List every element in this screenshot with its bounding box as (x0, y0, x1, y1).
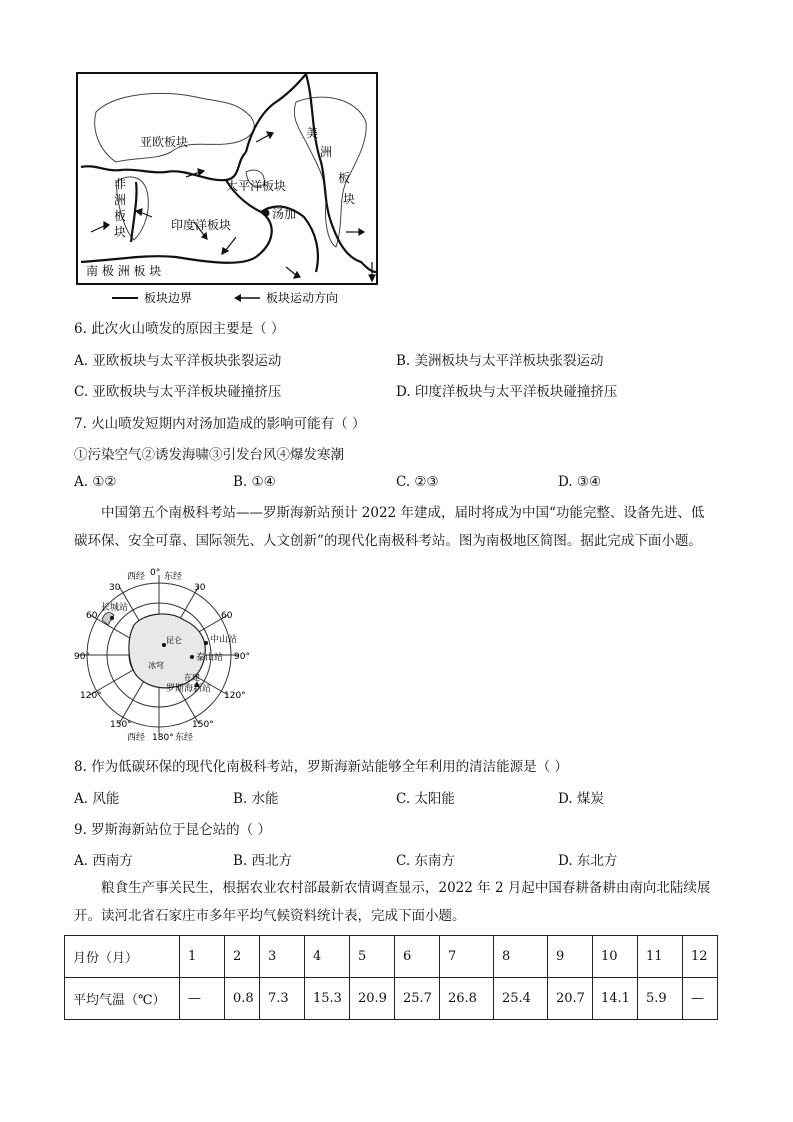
q8-option-d[interactable]: D. 煤炭 (558, 791, 604, 807)
table-cell: 6 (395, 936, 440, 978)
lon-30e: 30 (194, 583, 206, 593)
table-cell: 20.7 (548, 978, 593, 1020)
table-cell: 12 (683, 936, 718, 978)
table-cell: 2 (225, 936, 260, 978)
q7-items: ①污染空气②诱发海啸③引发台风④爆发寒潮 (74, 447, 344, 463)
q7-option-d[interactable]: D. ③④ (558, 474, 602, 490)
q9-option-b[interactable]: B. 西北方 (233, 853, 293, 869)
table-header-month: 月份（月） (65, 936, 180, 978)
q6-option-c[interactable]: C. 亚欧板块与太平洋板块碰撞挤压 (74, 384, 282, 400)
q9-option-d[interactable]: D. 东北方 (558, 853, 618, 869)
table-cell: 10 (593, 936, 638, 978)
kunlun-label: 昆仑 (166, 636, 182, 645)
table-cell: 3 (260, 936, 305, 978)
lon-60e: 60 (221, 611, 233, 621)
lon-120e: 120° (224, 691, 246, 701)
plate-map-figure (76, 72, 378, 306)
legend-boundary: 板块边界 (144, 291, 193, 305)
table-header-temp: 平均气温（℃） (65, 978, 180, 1020)
lon-150e: 150° (192, 720, 214, 730)
zhongshan-label: 中山站 (210, 635, 238, 645)
table-row-temps (65, 978, 718, 1020)
table-cell: 26.8 (440, 978, 494, 1020)
americas-label-1: 美 (306, 126, 319, 140)
table-cell: 14.1 (593, 978, 638, 1020)
table-cell: 5 (350, 936, 395, 978)
africa-label-4: 块 (114, 225, 127, 239)
west-label-top: 西经 (127, 572, 146, 582)
pacific-label: 太平洋板块 (226, 179, 287, 193)
changcheng-label: 长城站 (101, 603, 129, 613)
lon-180: 180° (152, 733, 174, 743)
africa-label-3: 板 (114, 209, 127, 223)
q7-option-a[interactable]: A. ①② (74, 474, 117, 490)
ross-label: 罗斯海新站 (166, 684, 212, 694)
zaijian-label: 在建 (184, 673, 200, 682)
passage-spring-farming (74, 874, 734, 930)
lon-150w: 150° (110, 720, 132, 730)
q7-option-c[interactable]: C. ②③ (396, 474, 439, 490)
q6-option-a[interactable]: A. 亚欧板块与太平洋板块张裂运动 (74, 353, 282, 369)
table-cell: 9 (548, 936, 593, 978)
table-cell: — (683, 978, 718, 1020)
tonga-label: 汤加 (272, 207, 297, 221)
table-cell: 7 (440, 936, 494, 978)
q9-option-c[interactable]: C. 东南方 (396, 853, 455, 869)
q8-stem: 8. 作为低碳环保的现代化南极科考站，罗斯海新站能够全年利用的清洁能源是（ ） (74, 759, 568, 775)
table-cell: 1 (180, 936, 225, 978)
americas-label-2: 洲 (320, 145, 333, 159)
lon-90e: 90° (234, 652, 250, 662)
table-cell: 0.8 (225, 978, 260, 1020)
table-cell: 7.3 (260, 978, 305, 1020)
east-label-bottom: 东经 (175, 733, 194, 743)
table-cell: 5.9 (638, 978, 683, 1020)
africa-label-1: 非 (114, 177, 127, 191)
table-cell: 11 (638, 936, 683, 978)
table-cell: — (180, 978, 225, 1020)
climate-table (64, 935, 718, 1020)
passage-antarctic-line2: 碳环保、安全可靠、国际领先、人文创新”的现代化南极科考站。图为南极地区简图。据此完成下面小题。 (74, 533, 702, 549)
table-cell: 25.7 (395, 978, 440, 1020)
q7-stem: 7. 火山喷发短期内对汤加造成的影响可能有（ ） (74, 416, 366, 432)
passage-spring-line2: 开。读河北省石家庄市多年平均气候资料统计表，完成下面小题。 (74, 908, 466, 924)
lon-zero: 0° (150, 568, 161, 578)
q8-option-a[interactable]: A. 风能 (74, 791, 120, 807)
table-cell: 15.3 (305, 978, 350, 1020)
dome-label: 冰穹 (148, 661, 164, 670)
q6-option-d[interactable]: D. 印度洋板块与太平洋板块碰撞挤压 (396, 384, 618, 400)
q9-stem: 9. 罗斯海新站位于昆仑站的（ ） (74, 822, 271, 838)
lon-90w: 90° (74, 652, 90, 662)
antarctic-map-figure (74, 565, 264, 745)
q6-option-b[interactable]: B. 美洲板块与太平洋板块张裂运动 (396, 353, 604, 369)
table-cell: 8 (494, 936, 548, 978)
eurasia-label: 亚欧板块 (140, 135, 189, 149)
lon-120w: 120° (80, 691, 102, 701)
q7-option-b[interactable]: B. ①④ (233, 474, 276, 490)
passage-antarctic (74, 499, 734, 555)
legend-motion: 板块运动方向 (266, 291, 339, 305)
americas-label-3: 板 (338, 171, 351, 185)
table-row-months (65, 936, 718, 978)
taishan-label: 泰山站 (196, 653, 224, 663)
west-label-bottom: 西经 (127, 733, 146, 743)
table-cell: 25.4 (494, 978, 548, 1020)
americas-label-4: 块 (343, 192, 356, 206)
table-cell: 4 (305, 936, 350, 978)
passage-spring-line1: 粮食生产事关民生，根据农业农村部最新农情调查显示，2022 年 2 月起中国春耕备耕由南向北陆续展 (101, 880, 711, 896)
passage-antarctic-line1: 中国第五个南极科考站——罗斯海新站预计 2022 年建成，届时将成为中国“功能完整、设备先进、低 (101, 505, 705, 521)
east-label-top: 东经 (164, 572, 183, 582)
lon-60w: 60 (86, 611, 98, 621)
africa-label-2: 洲 (114, 193, 127, 207)
table-cell: 20.9 (350, 978, 395, 1020)
q6-stem: 6. 此次火山喷发的原因主要是（ ） (74, 321, 285, 337)
q8-option-b[interactable]: B. 水能 (233, 791, 279, 807)
q9-option-a[interactable]: A. 西南方 (74, 853, 133, 869)
antarctic-label: 南 极 洲 板 块 (86, 264, 162, 278)
indian-label: 印度洋板块 (171, 218, 232, 232)
lon-30w: 30 (109, 583, 121, 593)
q8-option-c[interactable]: C. 太阳能 (396, 791, 455, 807)
